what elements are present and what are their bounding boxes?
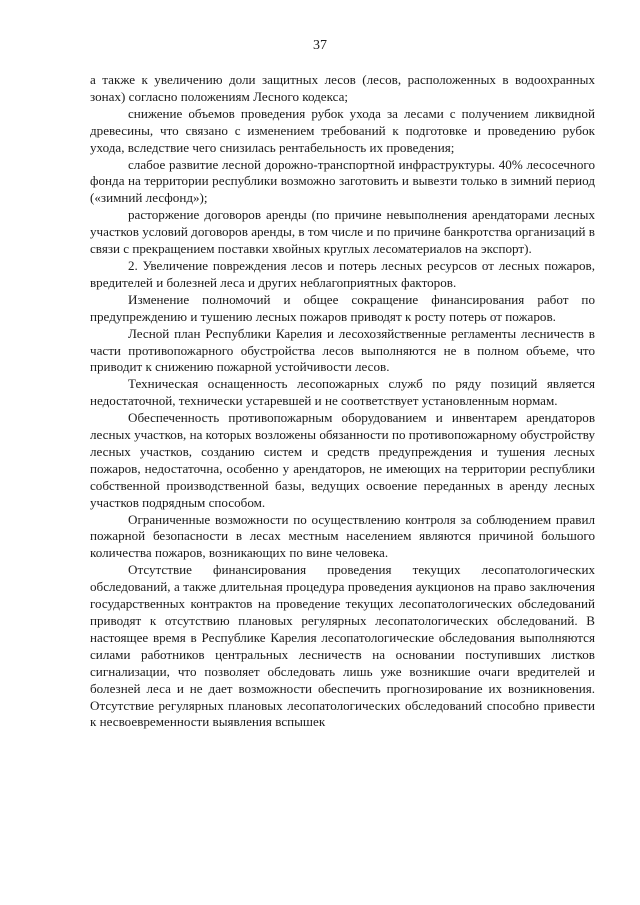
paragraph-forest-damage-heading: 2. Увеличение повреждения лесов и потерь лесных ресурсов от лесных пожаров, вредителей и болезней леса и других неблагоприятных факторов. (90, 257, 595, 290)
paragraph-road-infrastructure: слабое развитие лесной дорожно-транспортной инфраструктуры. 40% лесосечного фонда на территории республики возможно заготовить и вывезти только в зимний период («зимний лесфонд»); (90, 156, 595, 206)
page-number: 37 (313, 38, 327, 53)
paragraph-fire-equipment-supply: Обеспеченность противопожарным оборудованием и инвентарем арендаторов лесных участков, на которых возложены обязанности по противопожарному обустройству лесных участков, созданию систем и средств предупреждения и тушения лесных пожаров, недостаточна, особенно у арендаторов, не имеющих на территории республики собственной производственной базы, ведущих освоение переданных в аренду лесных участков подрядным способом. (90, 410, 595, 510)
paragraph-pathology-surveys: Отсутствие финансирования проведения текущих лесопатологических обследований, а также длительная процедура проведения аукционов на право заключения государственных контрактов на проведение текущих лесопатологических обследований приводят к отсутствию плановых регулярных лесопатологических обследований. В настоящее время в Республике Карелия лесопатологические обследования выполняются силами работников центральных лесничеств на основании поступивших листков сигнализации, что позволяет обследовать лишь уже возникшие очаги вредителей и болезней леса и не дает возможности обеспечить прогнозирование их возникновения. Отсутствие регулярных плановых лесопатологических обследований способно привести к несвоевременности выявления вспышек (90, 562, 595, 730)
paragraph-technical-equipment: Техническая оснащенность лесопожарных служб по ряду позиций является недостаточной, технически устаревшей и не соответствует установленным нормам. (90, 376, 595, 409)
paragraph-fire-safety-control: Ограниченные возможности по осуществлению контроля за соблюдением правил пожарной безопасности в лесах местным населением являются причиной большого количества пожаров, возникающих по вине человека. (90, 511, 595, 561)
paragraph-funding-changes: Изменение полномочий и общее сокращение финансирования работ по предупреждению и тушению лесных пожаров приводят к росту потерь от пожаров. (90, 291, 595, 324)
paragraph-lease-termination: расторжение договоров аренды (по причине невыполнения арендаторами лесных участков условий договоров аренды, в том числе и по причине банкротства организаций в связи с прекращением поставки хвойных круглых лесоматериалов на экспорт). (90, 207, 595, 257)
paragraph-logging-reduction: снижение объемов проведения рубок ухода за лесами с получением ликвидной древесины, что связано с изменением требований к подготовке и проведению рубок ухода, вследствие чего снизилась рентабельность их проведения; (90, 105, 595, 155)
paragraph-continuation: а также к увеличению доли защитных лесов (лесов, расположенных в водоохранных зонах) согласно положениям Лесного кодекса; (90, 72, 595, 104)
paragraph-forest-plan: Лесной план Республики Карелия и лесохозяйственные регламенты лесничеств в части противопожарного обустройства лесов выполняются не в полном объеме, что приводит к снижению пожарной устойчивости лесов. (90, 325, 595, 375)
document-body (90, 72, 595, 731)
